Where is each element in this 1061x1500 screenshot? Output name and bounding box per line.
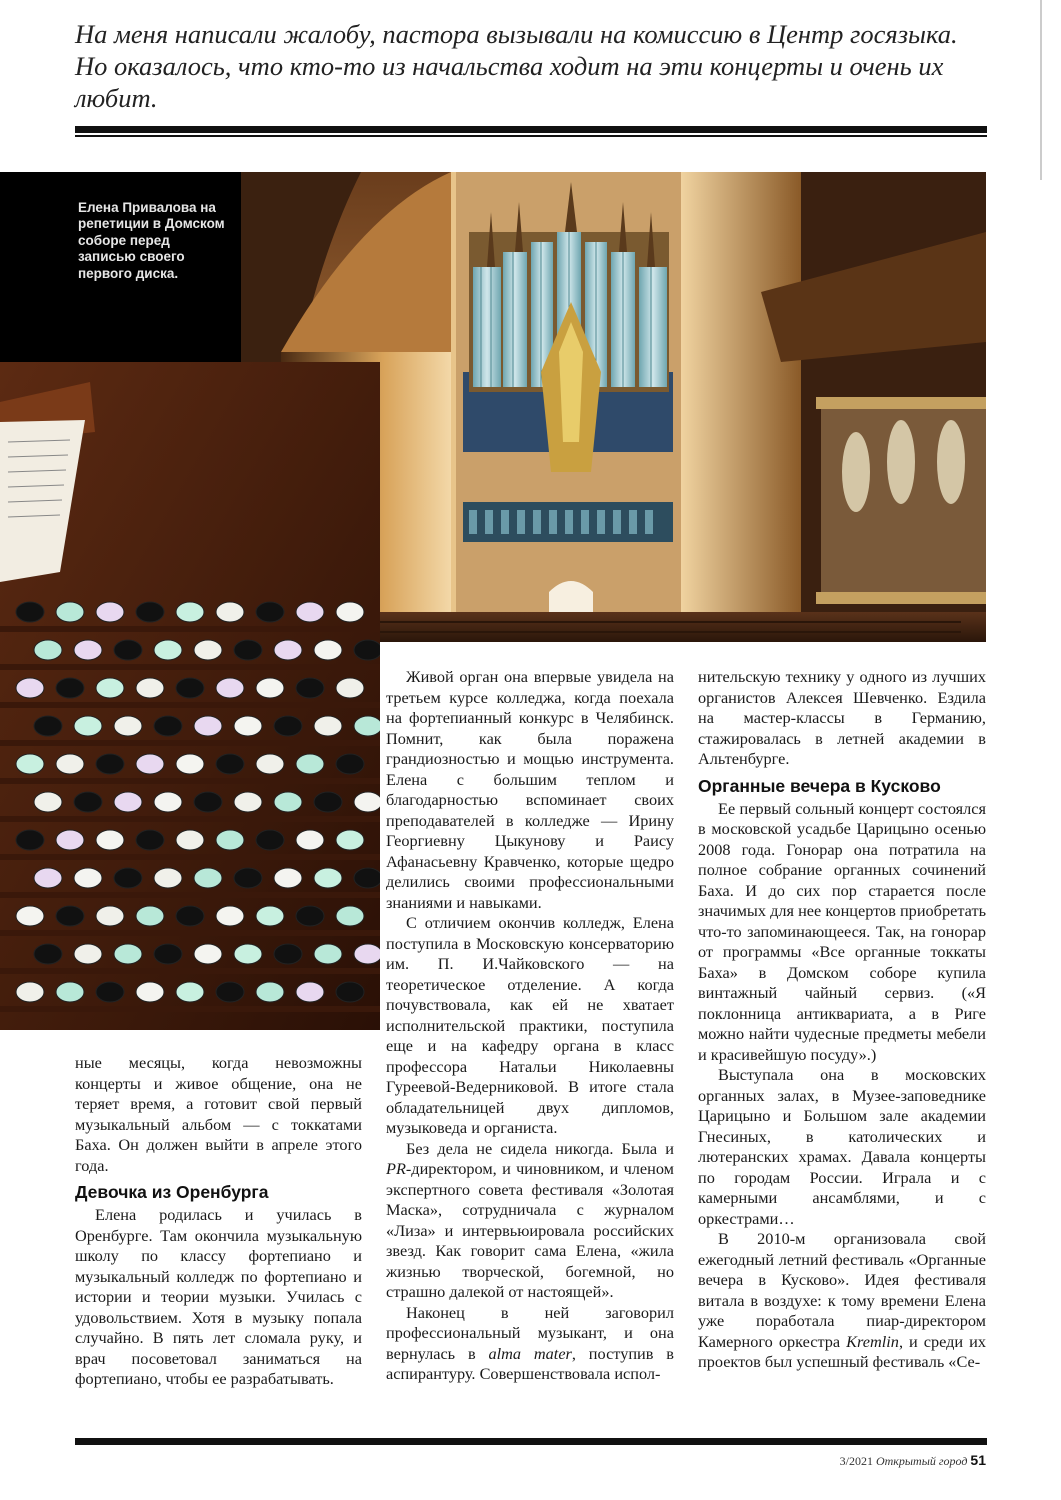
stop-knob bbox=[256, 602, 284, 622]
stop-knob bbox=[114, 868, 142, 888]
stop-knob bbox=[314, 640, 342, 660]
stop-knob bbox=[56, 906, 84, 926]
stop-shelf bbox=[0, 1006, 380, 1012]
stop-knob bbox=[194, 792, 222, 812]
stop-knob bbox=[96, 754, 124, 774]
stop-knob bbox=[136, 982, 164, 1002]
stop-shelf bbox=[0, 778, 380, 784]
stop-knob bbox=[314, 944, 342, 964]
stop-knob bbox=[136, 602, 164, 622]
organ-console-photo bbox=[0, 362, 380, 1030]
stop-knob bbox=[74, 640, 102, 660]
stop-knob bbox=[16, 906, 44, 926]
stop-shelf bbox=[0, 968, 380, 974]
stop-knob bbox=[74, 792, 102, 812]
stop-knob bbox=[96, 830, 124, 850]
stop-knob bbox=[354, 792, 380, 812]
stop-knob bbox=[154, 640, 182, 660]
stop-knob bbox=[216, 754, 244, 774]
stop-knob bbox=[216, 830, 244, 850]
page-footer bbox=[840, 1452, 986, 1469]
stop-shelf bbox=[0, 816, 380, 822]
col3-paragraph-1: нительскую технику у одного из лучших органистов Алексея Шевченко. Ездила на мастер-классы в Германию, стажировалась в летней академии в Альтенбурге. bbox=[698, 667, 986, 768]
page-edge-line bbox=[1040, 0, 1042, 180]
stop-knob bbox=[194, 716, 222, 736]
stop-knob bbox=[194, 944, 222, 964]
stop-knob bbox=[74, 716, 102, 736]
stop-knob bbox=[274, 944, 302, 964]
stop-knob bbox=[336, 830, 364, 850]
stop-knob bbox=[136, 678, 164, 698]
stop-knob bbox=[274, 868, 302, 888]
stop-knob bbox=[256, 678, 284, 698]
col3-p4-a: В 2010-м организовала свой ежегодный летний фестиваль «Органные вечера в Кусково». Идея фестиваля витала в воздухе: к тому времени Елена уже поработала пиар-директором Камерного оркестра bbox=[698, 1229, 986, 1351]
stop-knob bbox=[56, 982, 84, 1002]
stop-knob bbox=[74, 944, 102, 964]
stop-knob bbox=[274, 792, 302, 812]
col2-p4-b: , поступив в аспирантуру. Совершенствовала испол- bbox=[386, 1343, 674, 1383]
stop-knob bbox=[234, 868, 262, 888]
footer-rule bbox=[75, 1438, 987, 1445]
col3-p4-em: Kremlin bbox=[846, 1331, 899, 1351]
stop-knob bbox=[216, 906, 244, 926]
col3-p4-b: , и среди их проектов был успешный фестиваль «Се- bbox=[698, 1331, 986, 1371]
stop-knob bbox=[16, 982, 44, 1002]
stop-knob bbox=[194, 868, 222, 888]
stop-knob bbox=[256, 754, 284, 774]
stop-knob bbox=[256, 982, 284, 1002]
stop-knob bbox=[16, 602, 44, 622]
stop-knob bbox=[34, 868, 62, 888]
stop-knob bbox=[114, 792, 142, 812]
stop-knob bbox=[314, 868, 342, 888]
heading-orenburg: Девочка из Оренбурга bbox=[75, 1182, 269, 1202]
col2-p3-em: PR bbox=[386, 1159, 406, 1178]
stop-knob bbox=[314, 716, 342, 736]
pull-quote: На меня написали жалобу, пастора вызывали на комиссию в Центр госязыка. Но оказалось, что кто-то из начальства ходит на эти концерты и очень их любит. bbox=[75, 19, 958, 113]
stop-knob bbox=[56, 754, 84, 774]
stop-knob bbox=[176, 982, 204, 1002]
stop-knob bbox=[154, 716, 182, 736]
stop-knob bbox=[216, 678, 244, 698]
col2-paragraph-4 bbox=[386, 1303, 674, 1385]
stop-knob bbox=[336, 678, 364, 698]
stop-knob bbox=[216, 602, 244, 622]
stop-knob bbox=[96, 602, 124, 622]
stop-knob bbox=[336, 602, 364, 622]
stop-knob bbox=[314, 792, 342, 812]
stop-knob bbox=[354, 716, 380, 736]
stop-knob bbox=[16, 754, 44, 774]
heading-kuskovo: Органные вечера в Кусково bbox=[698, 775, 941, 796]
stop-shelf bbox=[0, 740, 380, 746]
stop-knob bbox=[16, 830, 44, 850]
stop-knob bbox=[176, 754, 204, 774]
stop-knob bbox=[336, 982, 364, 1002]
col2-p4-a: Наконец в ней заговорил профессиональный музыкант, и она вернулась в bbox=[386, 1302, 674, 1363]
stop-knob bbox=[114, 640, 142, 660]
stop-knob bbox=[296, 830, 324, 850]
stop-knob bbox=[354, 640, 380, 660]
stop-knob bbox=[274, 640, 302, 660]
stop-knob bbox=[114, 716, 142, 736]
stop-shelf bbox=[0, 892, 380, 898]
stop-knob bbox=[74, 868, 102, 888]
stop-knob bbox=[296, 982, 324, 1002]
column-3 bbox=[698, 667, 986, 1373]
stop-knob bbox=[96, 678, 124, 698]
top-rule bbox=[75, 126, 987, 133]
stop-knob bbox=[296, 678, 324, 698]
stop-knob bbox=[176, 678, 204, 698]
stop-knob bbox=[354, 944, 380, 964]
stop-knob bbox=[336, 906, 364, 926]
stop-knob bbox=[354, 868, 380, 888]
stop-knob bbox=[16, 678, 44, 698]
stop-knob bbox=[114, 944, 142, 964]
stop-knob bbox=[136, 906, 164, 926]
stop-shelf bbox=[0, 930, 380, 936]
col2-paragraph-2: С отличием окончив колледж, Елена поступила в Московскую консерваторию им. П. И.Чайковского — на теоретическое отделение. А когда почувствовала, как ей не хватает исполнительской практики, поступила еще и на кафедру органа в класс профессора Натальи Николаевны Гуреевой-Ведерниковой. В итоге стала обладательницей двух дипломов, музыковеда и органиста. bbox=[386, 913, 674, 1137]
stop-knob bbox=[296, 602, 324, 622]
stop-knob bbox=[154, 792, 182, 812]
stop-knob bbox=[274, 716, 302, 736]
col3-paragraph-4 bbox=[698, 1229, 986, 1373]
stop-knob bbox=[336, 754, 364, 774]
stop-knob bbox=[154, 868, 182, 888]
stop-knob bbox=[176, 830, 204, 850]
col1-paragraph-2: Елена родилась и училась в Оренбурге. Там окончила музыкальную школу по классу фортепиано и музыкальный колледж по фортепиано и истории и теории музыки. Училась с удовольствием. Хотя в музыку попала случайно. В пять лет сломала руку, и врач посоветовал заниматься на фортепиано, чтобы ее разрабатывать. bbox=[75, 1205, 362, 1388]
stop-knob bbox=[56, 602, 84, 622]
stop-knob bbox=[194, 640, 222, 660]
stop-shelf bbox=[0, 702, 380, 708]
page-number: 51 bbox=[970, 1452, 986, 1468]
stop-knob bbox=[34, 792, 62, 812]
stop-knob bbox=[234, 716, 262, 736]
stop-knob bbox=[96, 982, 124, 1002]
stop-knob bbox=[34, 716, 62, 736]
column-1 bbox=[75, 1053, 362, 1390]
stop-shelf bbox=[0, 854, 380, 860]
stop-knob bbox=[234, 944, 262, 964]
stop-knob bbox=[256, 906, 284, 926]
top-rule-thin bbox=[75, 135, 987, 137]
column-2 bbox=[386, 667, 674, 1385]
col3-paragraph-2: Ее первый сольный концерт состоялся в московской усадьбе Царицыно осенью 2008 года. Гонорар она потратила на полное собрание органных сочинений Баха. И до сих пор старается после значимых для нее концертов приобретать что-то запоминающееся. Так, на гонорар от программы «Все органные токкаты Баха» в Домском соборе купила винтажный чайный сервиз. («Я поклонница антиквариата, а в Риге можно найти чудесные предметы мебели и красивейшую посуду».) bbox=[698, 798, 986, 1064]
col3-paragraph-3: Выступала она в московских органных залах, в Музее-заповеднике Царицыно и Большом зале академии Гнесиных, в католических и лютеранских храмах. Давала концерты по городам России. Играла и с камерными ансамблями, и с оркестрами… bbox=[698, 1065, 986, 1228]
col2-paragraph-3 bbox=[386, 1139, 674, 1303]
stop-knob bbox=[56, 678, 84, 698]
stop-knob bbox=[136, 754, 164, 774]
stop-knob bbox=[216, 982, 244, 1002]
col1-paragraph-1: ные месяцы, когда невозможны концерты и живое общение, она не теряет время, а готовит свой первый музыкальный альбом — с токкатами Баха. Он должен выйти в апреле этого года. bbox=[75, 1053, 362, 1175]
stop-knob bbox=[176, 602, 204, 622]
stop-knob bbox=[136, 830, 164, 850]
photo-caption: Елена Привалова на репетиции в Домском соборе перед записью своего первого диска. bbox=[78, 200, 225, 281]
stop-knob bbox=[56, 830, 84, 850]
stop-knob bbox=[234, 792, 262, 812]
stop-knob bbox=[296, 754, 324, 774]
col2-p3-b: -директором, и чиновником, и членом экспертного совета фестиваля «Золотая Маска», сотрудничала с журналом «Лиза» и интервьюировала российских звезд. Как говорит сама Елена, «жила жизнью творческой, богемной, но страшно далекой от настоящей». bbox=[386, 1159, 674, 1301]
publication-name: Открытый город bbox=[875, 1454, 968, 1468]
stop-shelf bbox=[0, 664, 380, 670]
stop-knob bbox=[234, 640, 262, 660]
issue-number: 3/2021 bbox=[839, 1454, 873, 1468]
stop-knob bbox=[176, 906, 204, 926]
col2-p3-a: Без дела не сидела никогда. Была и bbox=[406, 1138, 674, 1158]
stop-knob bbox=[34, 640, 62, 660]
col2-paragraph-1: Живой орган она впервые увидела на третьем курсе колледжа, когда поехала на фортепианный конкурс в Челябинск. Помнит, как была поражена грандиозностью и мощью инструмента. Елена с большим теплом и благодарностью вспоминает своих преподавателей в колледже — Ирину Георгиевну Цыкунову и Раису Афанасьевну Кравченко, которые щедро делились своими профессиональными знаниями и навыками. bbox=[386, 667, 674, 912]
stop-knob bbox=[256, 830, 284, 850]
stop-knob bbox=[296, 906, 324, 926]
col2-p4-em: alma mater bbox=[488, 1343, 572, 1363]
stop-shelf bbox=[0, 626, 380, 632]
stop-knob bbox=[96, 906, 124, 926]
stop-knob bbox=[154, 944, 182, 964]
stop-knob bbox=[34, 944, 62, 964]
